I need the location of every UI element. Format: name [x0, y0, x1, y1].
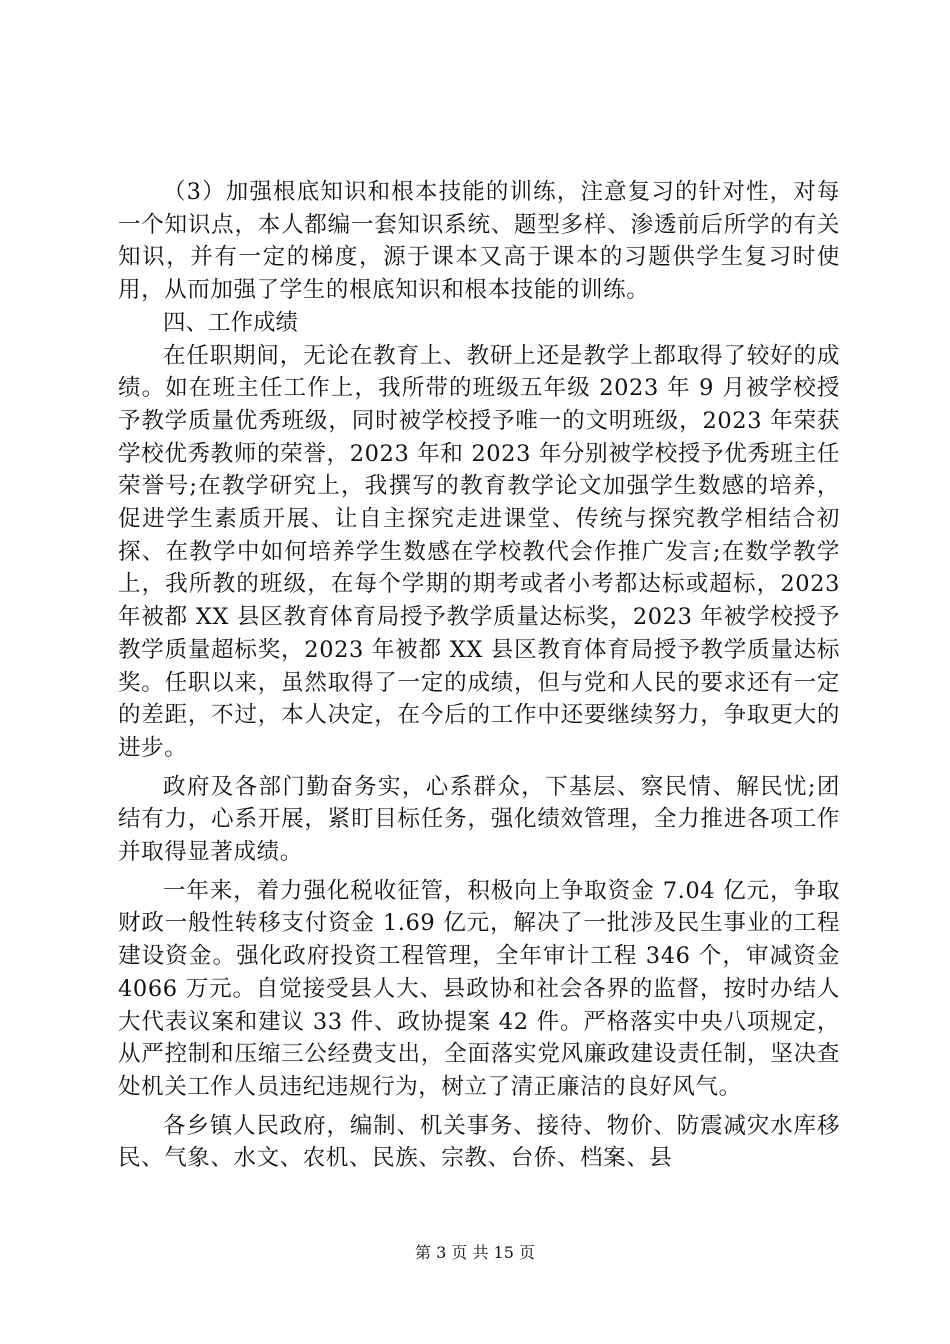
paragraph-township-governments: 各乡镇人民政府，编制、机关事务、接待、物价、防震减灾水库移民、气象、水文、农机、民族、宗教、台侨、档案、县 — [118, 1112, 840, 1172]
page-number-footer: 第 3 页 共 15 页 — [415, 1243, 535, 1262]
paragraph-review-training: （3）加强根底知识和根本技能的训练，注意复习的针对性，对每一个知识点，本人都编一套知识系统、题型多样、渗透前后所学的有关知识，并有一定的梯度，源于课本又高于课本的习题供学生复习时使用，从而加强了学生的根底知识和根本技能的训练。 — [118, 179, 840, 304]
document-body — [118, 176, 840, 1175]
paragraph-work-results: 在任职期间，无论在教育上、教研上还是教学上都取得了较好的成绩。如在班主任工作上，我所带的班级五年级 2023 年 9 月被学校授予教学质量优秀班级，同时被学校授予唯一的文明班级，2023 年荣获学校优秀教师的荣誉，2023 年和 2023 年分别被学校授予优秀班主任荣誉号;在教学研究上，我撰写的教育教学论文加强学生数感的培养，促进学生素质开展、让自主探究走进课堂、传统与探究教学相结合初探、在教学中如何培养学生数感在学校教代会作推广发言;在数学教学上，我所教的班级，在每个学期的期考或者小考都达标或超标，2023 年被都 XX 县区教育体育局授予教学质量达标奖，2023 年被学校授予教学质量超标奖，2023 年被都 XX 县区教育体育局授予教学质量达标奖。任职以来，虽然取得了一定的成绩，但与党和人民的要求还有一定的差距，不过，本人决定，在今后的工作中还要继续努力，争取更大的进步。 — [118, 342, 840, 761]
section-heading-work-results: 四、工作成绩 — [163, 309, 299, 336]
paragraph-annual-finance: 一年来，着力强化税收征管，积极向上争取资金 7.04 亿元，争取财政一般性转移支付资金 1.69 亿元，解决了一批涉及民生事业的工程建设资金。强化政府投资工程管理，全年审计工程 346 个，审减资金 4066 万元。自觉接受县人大、县政协和社会各界的监督，按时办结人大代表议案和建议 33 件、政协提案 42 件。严格落实中央八项规定，从严控制和压缩三公经费支出，全面落实党风廉政建设责任制，坚决查处机关工作人员违纪违规行为，树立了清正廉洁的良好风气。 — [118, 877, 840, 1100]
paragraph-government-departments: 政府及各部门勤奋务实，心系群众，下基层、察民情、解民忧;团结有力，心系开展，紧盯目标任务，强化绩效管理，全力推进各项工作并取得显著成绩。 — [118, 773, 840, 866]
